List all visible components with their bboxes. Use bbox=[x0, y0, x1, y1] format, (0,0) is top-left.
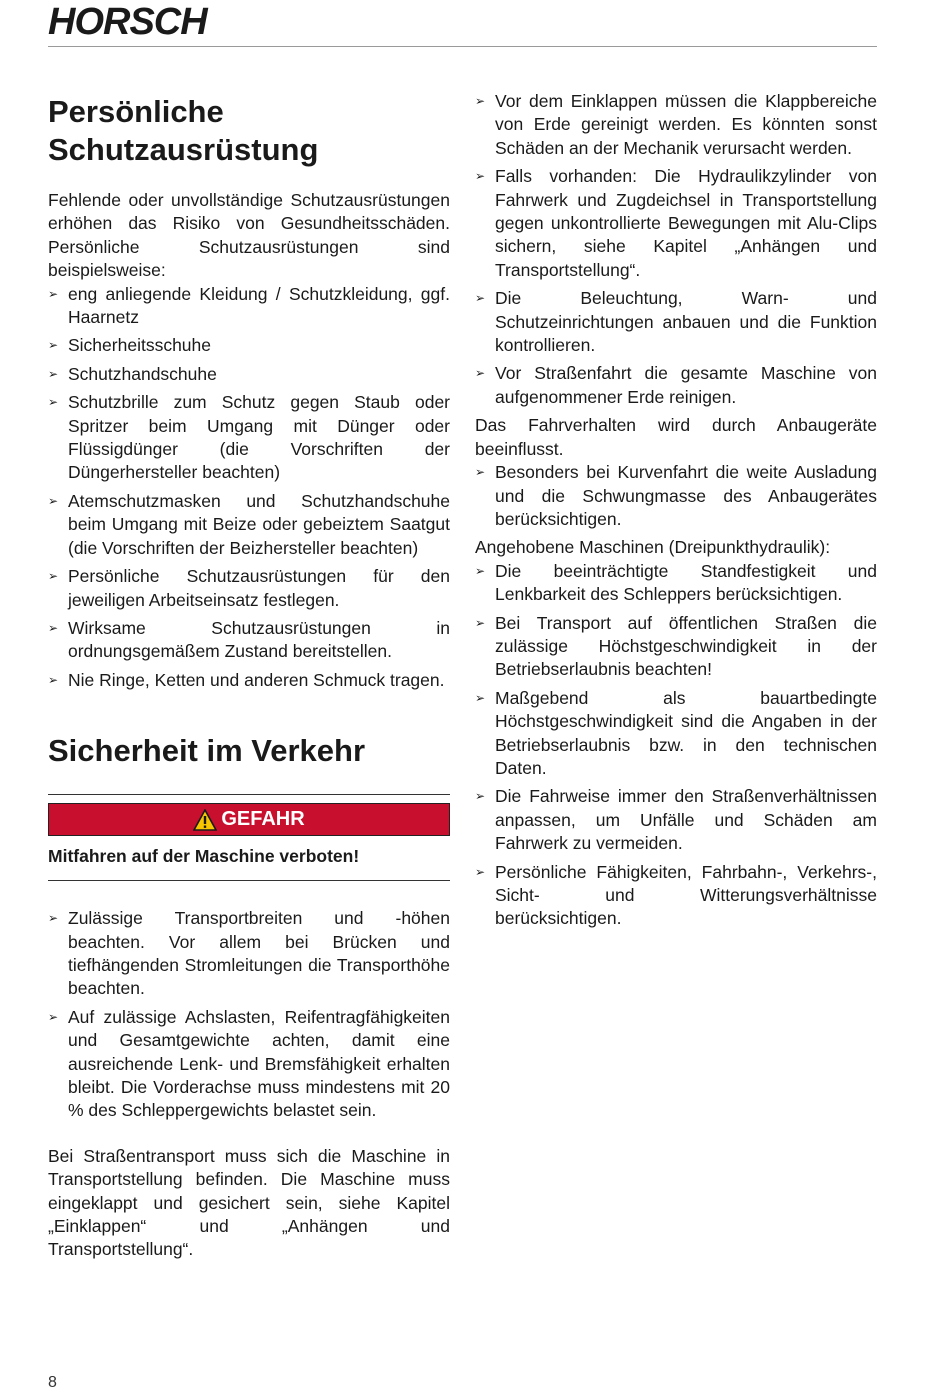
list-item: ➢ Auf zulässige Achslasten, Reifentragfähigkeiten und Gesamtgewichte achten, damit eine ausreichende Lenk- und Bremsfähigkeit erhalten bleibt. Die Vorderachse muss mindestens mit 20 % des Schleppergewichts belastet sein. bbox=[48, 1006, 450, 1123]
behavior-text: Das Fahrverhalten wird durch Anbaugeräte beeinflusst. bbox=[475, 415, 877, 459]
list-item: ➢ Die Fahrweise immer den Straßenverhältnissen anpassen, um Unfälle und Schäden am Fahrwerk zu vermeiden. bbox=[475, 785, 877, 855]
list-item: ➢ eng anliegende Kleidung / Schutzkleidung, ggf. Haarnetz bbox=[48, 283, 450, 330]
list-item: ➢ Sicherheitsschuhe bbox=[48, 334, 450, 357]
ppe-heading: Persönliche Schutzausrüstung bbox=[48, 94, 319, 167]
traffic-heading: Sicherheit im Verkehr bbox=[48, 733, 366, 769]
list-item: ➢ Persönliche Fähigkeiten, Fahrbahn-, Verkehrs-, Sicht- und Witterungsverhältnisse berücksichtigen. bbox=[475, 861, 877, 931]
folding-list bbox=[475, 90, 877, 409]
traffic-list-2 bbox=[48, 1006, 450, 1123]
danger-banner bbox=[48, 803, 450, 836]
traffic-list-1 bbox=[48, 907, 450, 1001]
danger-text: Mitfahren auf der Maschine verboten! bbox=[48, 846, 360, 867]
road-transport-list bbox=[475, 612, 877, 931]
raised-machines-list bbox=[475, 560, 877, 607]
behavior-list bbox=[475, 461, 877, 531]
ppe-list bbox=[48, 283, 450, 693]
danger-top-divider bbox=[48, 794, 450, 795]
list-item: ➢ Vor Straßenfahrt die gesamte Maschine von aufgenommener Erde reinigen. bbox=[475, 362, 877, 409]
list-item: ➢ Schutzhandschuhe bbox=[48, 363, 450, 386]
list-item: ➢ Bei Transport auf öffentlichen Straßen die zulässige Höchstgeschwindigkeit in der Betriebserlaubnis beachten! bbox=[475, 612, 877, 682]
warning-triangle-icon bbox=[193, 809, 217, 831]
danger-bottom-divider bbox=[48, 880, 450, 881]
list-item: ➢ Persönliche Schutzausrüstungen für den jeweiligen Arbeitseinsatz festlegen. bbox=[48, 565, 450, 612]
header-divider bbox=[48, 46, 877, 47]
list-item: ➢ Zulässige Transportbreiten und -höhen beachten. Vor allem bei Brücken und tiefhängenden Stromleitungen die Transporthöhe beachten. bbox=[48, 907, 450, 1001]
raised-machines-text: Angehobene Maschinen (Dreipunkthydraulik): bbox=[475, 537, 831, 558]
right-column bbox=[475, 90, 877, 936]
ppe-intro: Fehlende oder unvollständige Schutzausrüstungen erhöhen das Risiko von Gesundheitsschäden. Persönliche Schutzausrüstungen sind beispielsweise: bbox=[48, 190, 450, 281]
list-item: ➢ Atemschutzmasken und Schutzhandschuhe beim Umgang mit Beize oder gebeiztem Saatgut (die Vorschriften der Beizhersteller beachten) bbox=[48, 490, 450, 560]
list-item: ➢ Die Beleuchtung, Warn- und Schutzeinrichtungen anbauen und die Funktion kontrollieren. bbox=[475, 287, 877, 357]
left-column bbox=[48, 90, 450, 1262]
danger-notice bbox=[48, 794, 450, 881]
transport-paragraph: Bei Straßentransport muss sich die Maschine in Transportstellung befinden. Die Maschine muss eingeklappt und gesichert sein, siehe Kapitel „Einklappen“ und „Anhängen und Transportstellung“. bbox=[48, 1145, 450, 1260]
list-item: ➢ Die beeinträchtigte Standfestigkeit und Lenkbarkeit des Schleppers berücksichtigen. bbox=[475, 560, 877, 607]
horsch-logo: HORSCH bbox=[48, 1, 207, 43]
list-item: ➢ Besonders bei Kurvenfahrt die weite Ausladung und die Schwungmasse des Anbaugerätes berücksichtigen. bbox=[475, 461, 877, 531]
danger-label: GEFAHR bbox=[221, 808, 305, 831]
list-item: ➢ Schutzbrille zum Schutz gegen Staub oder Spritzer beim Umgang mit Dünger oder Flüssigdünger (die Vorschriften der Düngerhersteller beachten) bbox=[48, 391, 450, 485]
list-item: ➢ Nie Ringe, Ketten und anderen Schmuck tragen. bbox=[48, 669, 450, 692]
list-item: ➢ Wirksame Schutzausrüstungen in ordnungsgemäßem Zustand bereitstellen. bbox=[48, 617, 450, 664]
page-number: 8 bbox=[48, 1374, 57, 1391]
list-item: ➢ Vor dem Einklappen müssen die Klappbereiche von Erde gereinigt werden. Es könnten sonst Schäden an der Mechanik verursacht werden. bbox=[475, 90, 877, 160]
list-item: ➢ Maßgebend als bauartbedingte Höchstgeschwindigkeit sind die Angaben in der Betriebserlaubnis bzw. in den technischen Daten. bbox=[475, 687, 877, 781]
list-item: ➢ Falls vorhanden: Die Hydraulikzylinder von Fahrwerk und Zugdeichsel in Transportstellung gegen unkontrollierte Bewegungen mit Alu-Clips sichern, siehe Kapitel „Anhängen und Transportstellung“. bbox=[475, 165, 877, 282]
